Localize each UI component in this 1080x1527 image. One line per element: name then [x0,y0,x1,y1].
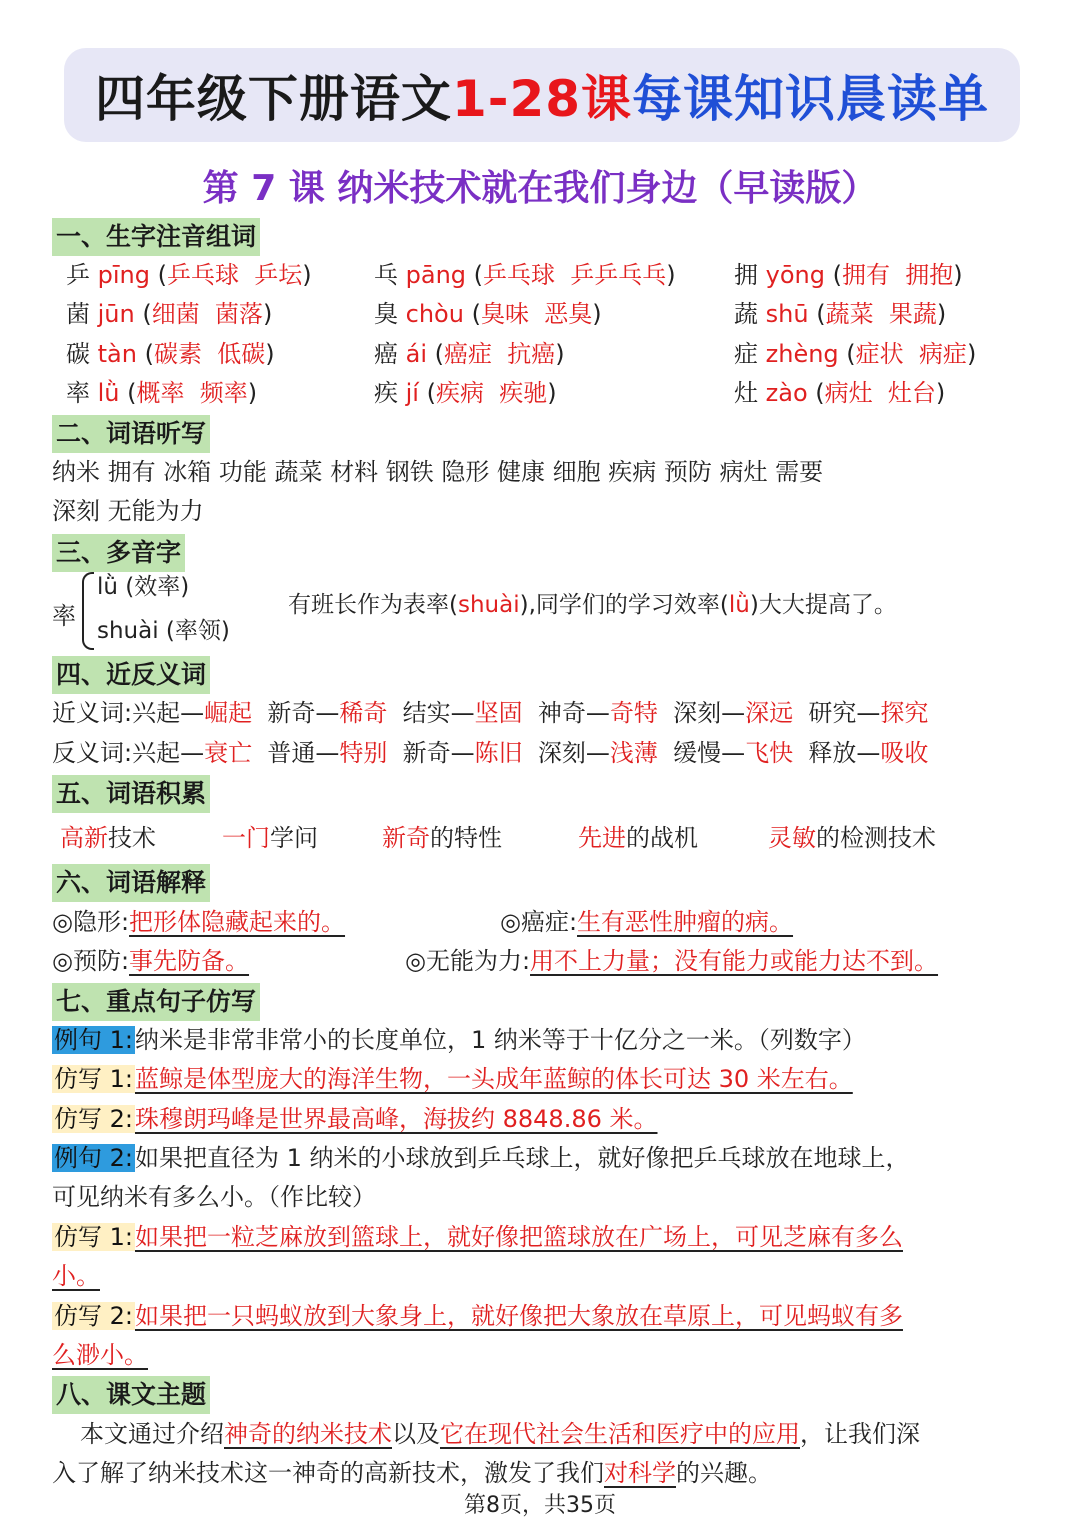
word: 乒乓球 [483,261,556,289]
pinyin: zhèng [765,340,839,368]
word: 菌落 [215,300,263,328]
accumulation-key: 新奇 [382,824,430,852]
explanation-term: ◎癌症: [500,908,578,936]
accumulation-item [222,822,318,854]
word: 病灶 [824,379,873,407]
pinyin: yōng [765,261,825,289]
pinyin: zào [765,379,808,407]
antonym-row [52,737,928,769]
synonym-row [52,697,928,729]
character-entry: 臭 chòu (臭味 恶臭) [374,300,602,328]
pair-word: 缓慢— [673,739,746,767]
character: 疾 [374,379,398,407]
pair-word: 深刻— [537,739,610,767]
section-heading-characters: 一、生字注音组词 [52,218,260,256]
word: 果蔬 [888,300,937,328]
pair-answer: 探究 [880,699,929,727]
imitation-2-1 [52,1221,903,1253]
explanation-def: 事先防备。 [129,947,250,975]
explanation-def: 把形体隐藏起来的。 [129,908,346,936]
theme-line-1 [80,1418,920,1450]
word: 乒乒乓乓 [570,261,667,289]
pinyin: jí [405,379,419,407]
word: 拥有 [841,261,890,289]
character: 癌 [374,340,398,368]
character: 蔬 [734,300,758,328]
character-entry: 乒 pīng (乒乓球 乒坛) [66,261,312,289]
sentence-pinyin: shuài [457,592,520,618]
word: 症状 [855,340,904,368]
sentence-part: ),同学们的学习效率( [519,592,729,618]
imitation-text: 么渺小。 [52,1341,148,1369]
word: 低碳 [217,340,266,368]
pair-word: 兴起— [132,739,205,767]
imitation-text: 小。 [52,1262,100,1290]
accumulation-item [768,822,936,854]
section-heading-polyphone: 三、多音字 [52,534,185,572]
explanation-def: 生有恶性肿瘤的病。 [577,908,794,936]
explanation-item [52,945,289,977]
imitation-text: 如果把一粒芝麻放到篮球上，就好像把篮球放在广场上，可见芝麻有多么 [134,1223,903,1251]
theme-text: 的兴趣。 [676,1459,772,1487]
theme-text: 入了解了纳米技术这一神奇的高新技术，激发了我们 [52,1459,604,1487]
pair-answer: 深远 [745,699,794,727]
explanation-item [405,945,938,977]
polyphone-reading-2: shuài (率领) [97,618,230,644]
pair-word: 新奇— [267,699,340,727]
polyphone-sentence [288,589,897,621]
pair-label: 反义词: [52,739,133,767]
page-footer: 第8页，共35页 [464,1493,616,1518]
example-text: 纳米是非常非常小的长度单位，1 纳米等于十亿分之一米。（列数字） [134,1026,866,1054]
imitation-1-1 [52,1063,853,1095]
character: 灶 [734,379,758,407]
pair-answer: 奇特 [609,699,658,727]
pair-label: 近义词: [52,699,133,727]
pair-answer: 坚固 [474,699,523,727]
imitation-2-2-cont [52,1339,168,1371]
section-heading-accumulation: 五、词语积累 [52,775,210,813]
pair-word: 新奇— [402,739,475,767]
explanation-term: ◎预防: [52,947,130,975]
pair-word: 神奇— [537,699,610,727]
pinyin: tàn [97,340,137,368]
accumulation-key: 灵敏 [768,824,816,852]
character-entry: 癌 ái (癌症 抗癌) [374,340,565,368]
word: 细菌 [151,300,200,328]
example-sentence-1 [52,1024,866,1056]
accumulation-word: 的特性 [430,824,502,852]
theme-text: 以及 [392,1420,440,1448]
explanation-def: 用不上力量；没有能力或能力达不到。 [530,947,939,975]
example-sentence-2 [52,1142,910,1174]
theme-highlight: 对科学 [604,1459,676,1487]
word: 拥抱 [905,261,954,289]
section-heading-sentences: 七、重点句子仿写 [52,983,260,1021]
pair-word: 结实— [402,699,475,727]
sentence-pinyin: lǜ [728,592,750,618]
theme-text: ，让我们深 [800,1420,920,1448]
character-entry: 率 lǜ (概率 频率) [66,379,258,407]
dictation-line-2: 深刻 无能为力 [52,497,204,525]
imitation-label: 仿写 2: [54,1105,133,1133]
section-heading-theme: 八、课文主题 [52,1376,210,1414]
character-entry: 灶 zào (病灶 灶台) [734,379,946,407]
example-text: 如果把直径为 1 纳米的小球放到乒乓球上，就好像把乒乓球放在地球上， [134,1144,910,1172]
word: 概率 [136,379,185,407]
character: 碳 [66,340,90,368]
imitation-text: 珠穆朗玛峰是世界最高峰，海拔约 8848.86 米。 [134,1105,658,1133]
word: 抗癌 [507,340,556,368]
explanation-term: ◎无能为力: [405,947,531,975]
character-entry: 症 zhèng (症状 病症) [734,340,977,368]
word: 疾病 [435,379,484,407]
section-heading-explanations: 六、词语解释 [52,864,210,902]
pinyin: jūn [97,300,135,328]
pair-answer: 浅薄 [609,739,658,767]
pair-answer: 陈旧 [474,739,523,767]
dictation-line-1: 纳米 拥有 冰箱 功能 蔬菜 材料 钢铁 隐形 健康 细胞 疾病 预防 病灶 需要 [52,458,824,486]
pinyin: shū [765,300,809,328]
explanation-item [500,906,803,938]
theme-line-2 [52,1457,772,1489]
word: 蔬菜 [825,300,874,328]
pinyin: ái [405,340,428,368]
imitation-label: 仿写 2: [54,1302,133,1330]
example-sentence-2-cont: 可见纳米有多么小。（作比较） [52,1183,376,1211]
word: 灶台 [887,379,936,407]
character-entry: 蔬 shū (蔬菜 果蔬) [734,300,947,328]
pair-word: 普通— [267,739,340,767]
explanation-term: ◎隐形: [52,908,130,936]
example-label: 例句 1: [54,1026,133,1054]
accumulation-key: 一门 [222,824,270,852]
banner-grade: 四年级下册语文 [94,70,452,128]
character-entry: 碳 tàn (碳素 低碳) [66,340,275,368]
character: 菌 [66,300,90,328]
word: 恶臭 [544,300,593,328]
accumulation-key: 先进 [578,824,626,852]
pair-word: 释放— [808,739,881,767]
accumulation-item [382,822,502,854]
character: 臭 [374,300,398,328]
word: 乒乓球 [167,261,239,289]
accumulation-word: 学问 [270,824,318,852]
word: 碳素 [153,340,202,368]
pair-word: 深刻— [673,699,746,727]
character-entry: 乓 pāng (乒乓球 乒乒乓乓) [374,261,676,289]
pair-answer: 崛起 [204,699,253,727]
title-banner [64,48,1020,142]
section-heading-synonyms: 四、近反义词 [52,656,210,694]
word: 疾驰 [499,379,548,407]
pair-word: 研究— [808,699,881,727]
pair-answer: 衰亡 [204,739,253,767]
pinyin: pīng [97,261,150,289]
pair-answer: 特别 [339,739,388,767]
sentence-part: 有班长作为表率( [288,592,458,618]
imitation-text: 蓝鲸是体型庞大的海洋生物，一头成年蓝鲸的体长可达 30 米左右。 [134,1065,853,1093]
word: 病症 [918,340,967,368]
pinyin: chòu [405,300,464,328]
word: 乒坛 [254,261,303,289]
polyphone-reading-1: lǜ (效率) [97,574,190,600]
section-heading-dictation: 二、词语听写 [52,415,210,453]
accumulation-word: 技术 [108,824,156,852]
imitation-label: 仿写 1: [54,1065,133,1093]
imitation-text: 如果把一只蚂蚁放到大象身上，就好像把大象放在草原上，可见蚂蚁有多 [134,1302,903,1330]
example-label: 例句 2: [54,1144,133,1172]
accumulation-item [60,822,156,854]
pinyin: pāng [405,261,467,289]
theme-highlight: 神奇的纳米技术 [224,1420,392,1448]
character: 症 [734,340,758,368]
accumulation-item [578,822,698,854]
pair-word: 兴起— [132,699,205,727]
word: 频率 [199,379,248,407]
theme-highlight: 它在现代社会生活和医疗中的应用 [440,1420,800,1448]
accumulation-word: 的战机 [626,824,698,852]
pair-answer: 吸收 [880,739,929,767]
word: 癌症 [444,340,493,368]
explanation-item [52,906,355,938]
lesson-title: 第 7 课 纳米技术就在我们身边（早读版） [202,168,878,209]
theme-text: 本文通过介绍 [80,1420,224,1448]
imitation-1-2 [52,1103,674,1135]
pair-answer: 飞快 [745,739,794,767]
sentence-part: )大大提高了。 [749,592,897,618]
banner-lessons: 1-28课 [451,70,633,128]
word: 臭味 [480,300,529,328]
accumulation-word: 的检测技术 [816,824,936,852]
character-entry: 拥 yōng (拥有 拥抱) [734,261,963,289]
banner-reading: 每课知识晨读单 [632,70,990,128]
imitation-label: 仿写 1: [54,1223,133,1251]
imitation-2-1-cont [52,1260,120,1292]
character: 拥 [734,261,758,289]
pinyin: lǜ [97,379,120,407]
brace-icon [82,572,94,650]
character-entry: 疾 jí (疾病 疾驰) [374,379,557,407]
character: 率 [66,379,90,407]
character: 乓 [374,261,398,289]
pair-answer: 稀奇 [339,699,388,727]
character-entry: 菌 jūn (细菌 菌落) [66,300,273,328]
imitation-2-2 [52,1300,903,1332]
accumulation-key: 高新 [60,824,108,852]
character: 乒 [66,261,90,289]
polyphone-char: 率 [52,602,76,630]
